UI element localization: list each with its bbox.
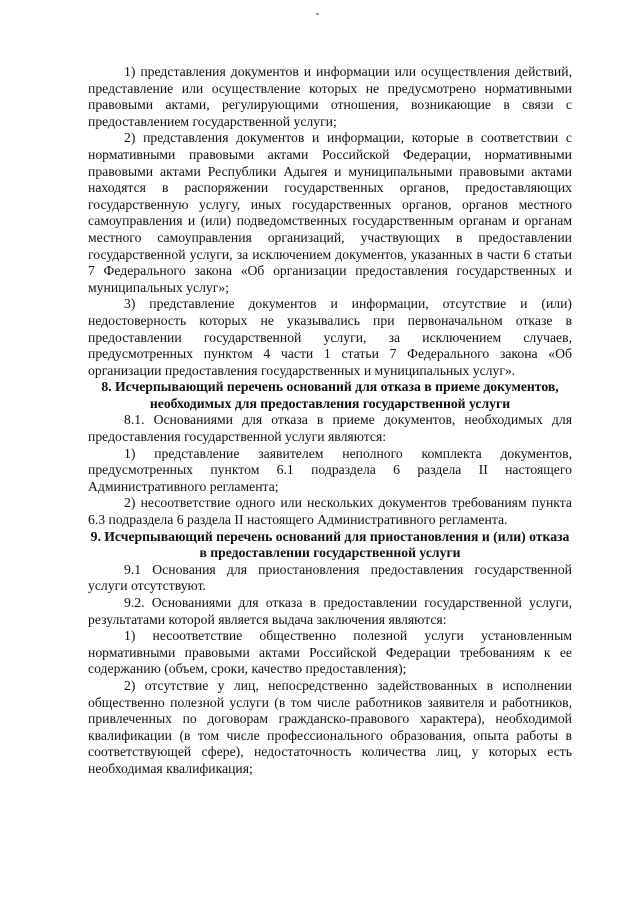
scan-artifact-dot (316, 13, 319, 15)
paragraph-9-2-item-1: 1) несоответствие общественно полезной услуги установленным нормативными правовыми актами Российской Федерации требованиям к ее содержанию (объем, сроки, качество предоставления); (88, 628, 572, 677)
paragraph-9-2: 9.2. Основаниями для отказа в предоставлении государственной услуги, результатами которой является выдача заключения являются: (88, 595, 572, 627)
paragraph-item-2: 2) представления документов и информации, которые в соответствии с нормативными правовыми актами Российской Федерации, нормативными правовыми актами Республики Адыгея и муниципальными правовыми актами находятся в распоряжении государственных органов, предоставляющих государственную услугу, иных государственных органов, органов местного самоуправления и (или) подведомственных государственным органам и органам местного самоуправления организаций, участвующих в предоставлении государственной услуги, за исключением документов, указанных в части 6 статьи 7 Федерального закона «Об организации предоставления государственных и муниципальных услуг»; (88, 130, 572, 295)
paragraph-9-1: 9.1 Основания для приостановления предоставления государственной услуги отсутствуют. (88, 561, 572, 594)
paragraph-item-3: 3) представление документов и информации, отсутствие и (или) недостоверность которых не указывались при первоначальном отказе в предоставлении государственной услуги, за исключением случаев, предусмотренных пунктом 4 части 1 статьи 7 Федерального закона «Об организации предоставления государственных и муниципальных услуг». (88, 296, 572, 378)
paragraph-8-1-item-2: 2) несоответствие одного или нескольких документов требованиям пункта 6.3 подраздела 6 раздела II настоящего Административного регламента. (88, 495, 572, 528)
section-9-heading: 9. Исчерпывающий перечень оснований для приостановления и (или) отказа в предоставлении государственной услуги (90, 528, 570, 561)
paragraph-item-1: 1) представления документов и информации или осуществления действий, представление или осуществление которых не предусмотрено нормативными правовыми актами, регулирующими отношения, возникающие в связи с предоставлением государственной услуги; (88, 64, 572, 129)
paragraph-9-2-item-2: 2) отсутствие у лиц, непосредственно задействованных в исполнении общественно полезной услуги (в том числе работников заявителя и работников, привлеченных по договорам гражданско-правового характера), необходимой квалификации (в том числе профессионального образования, опыта работы в соответствующей сфере), недостаточность количества лиц, у которых есть необходимая квалификация; (88, 677, 572, 776)
paragraph-8-1: 8.1. Основаниями для отказа в приеме документов, необходимых для предоставления государственной услуги являются: (88, 412, 572, 445)
paragraph-8-1-item-1: 1) представление заявителем неполного комплекта документов, предусмотренных пунктом 6.1 подраздела 6 раздела II настоящего Административного регламента; (88, 445, 572, 494)
document-body (88, 64, 572, 778)
section-8-heading: 8. Исчерпывающий перечень оснований для отказа в приеме документов, необходимых для предоставления государственной услуги (101, 379, 559, 411)
